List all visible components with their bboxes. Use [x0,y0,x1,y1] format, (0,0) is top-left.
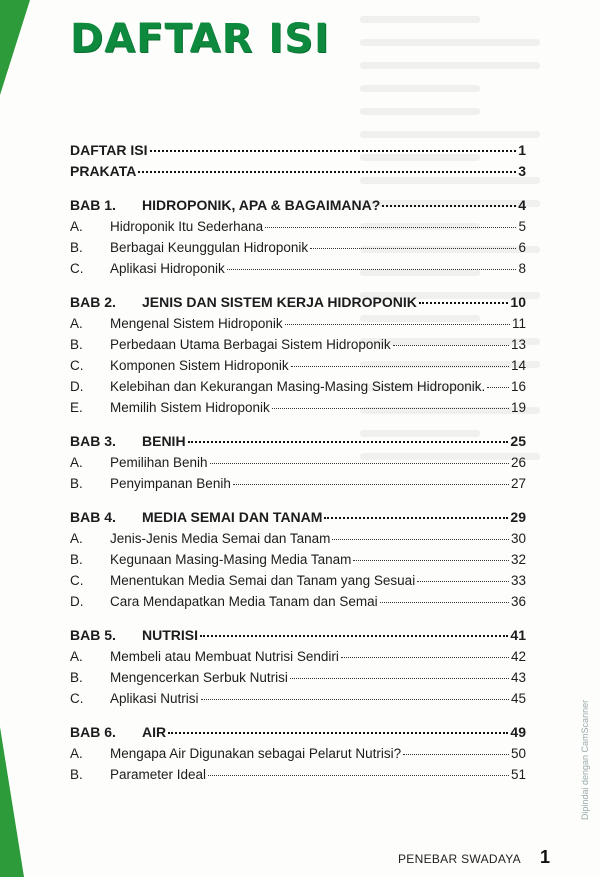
section-entry[interactable] [70,452,526,473]
dot-leader [341,657,509,658]
chapter-entry[interactable] [70,292,526,313]
chapter-number: BAB 6. [70,724,116,740]
section-entry[interactable] [70,528,526,549]
section-entry[interactable] [70,355,526,376]
section-letter: D. [70,594,84,609]
section-title: Hidroponik Itu Sederhana [110,219,264,234]
section-page: 14 [510,358,526,373]
chapter-title: MEDIA SEMAI DAN TANAM [142,509,323,525]
dot-leader [310,248,516,249]
toc-entry[interactable] [70,161,526,182]
chapter-group [70,625,526,709]
dot-leader [150,150,517,152]
chapter-number: BAB 1. [70,197,116,213]
section-entry[interactable] [70,313,526,334]
chapter-title: BENIH [142,433,186,449]
section-letter: A. [70,649,83,664]
section-letter: A. [70,316,83,331]
dot-leader [324,517,508,519]
section-page: 5 [518,219,526,234]
section-title: Jenis-Jenis Media Semai dan Tanam [110,531,331,546]
chapter-group [70,431,526,494]
chapter-number: BAB 5. [70,627,116,643]
section-page: 11 [511,316,526,331]
section-title: Aplikasi Nutrisi [110,691,199,706]
section-letter: B. [70,552,83,567]
section-title: Parameter Ideal [110,767,207,782]
section-title: Perbedaan Utama Berbagai Sistem Hidroponik [110,337,391,352]
toc-entry[interactable] [70,140,526,161]
dot-leader [210,463,509,464]
section-letter: A. [70,531,83,546]
section-entry[interactable] [70,397,526,418]
section-letter: B. [70,337,83,352]
section-entry[interactable] [70,743,526,764]
section-letter: A. [70,219,83,234]
chapter-title: HIDROPONIK, APA & BAGAIMANA? [142,197,381,213]
dot-leader [419,302,509,304]
section-entry[interactable] [70,667,526,688]
dot-leader [332,539,509,540]
section-title: Komponen Sistem Hidroponik [110,358,289,373]
entry-label: PRAKATA [70,163,137,179]
section-title: Penyimpanan Benih [110,476,231,491]
chapter-page: 25 [510,433,526,449]
section-title: Mengapa Air Digunakan sebagai Pelarut Nutrisi? [110,746,402,761]
section-entry[interactable] [70,258,526,279]
chapter-group [70,292,526,418]
section-entry[interactable] [70,376,526,397]
dot-leader [200,635,508,637]
dot-leader [417,581,509,582]
dot-leader [233,484,509,485]
entry-label: DAFTAR ISI [70,142,148,158]
dot-leader [285,324,510,325]
section-title: Pemilihan Benih [110,455,208,470]
section-entry[interactable] [70,549,526,570]
chapter-number: BAB 2. [70,294,116,310]
section-entry[interactable] [70,646,526,667]
chapter-list [70,195,526,785]
section-entry[interactable] [70,688,526,709]
section-letter: C. [70,691,84,706]
section-entry[interactable] [70,570,526,591]
section-letter: D. [70,379,84,394]
section-entry[interactable] [70,473,526,494]
dot-leader [272,408,509,409]
dot-leader [291,366,509,367]
chapter-page: 4 [518,197,526,213]
dot-leader [227,269,517,270]
section-page: 26 [510,455,526,470]
chapter-entry[interactable] [70,722,526,743]
dot-leader [487,387,509,388]
chapter-entry[interactable] [70,195,526,216]
section-letter: C. [70,358,84,373]
chapter-entry[interactable] [70,431,526,452]
chapter-page: 10 [510,294,526,310]
chapter-entry[interactable] [70,507,526,528]
section-entry[interactable] [70,334,526,355]
section-page: 43 [510,670,526,685]
section-page: 19 [510,400,526,415]
section-page: 33 [510,573,526,588]
section-page: 27 [510,476,526,491]
section-title: Membeli atau Membuat Nutrisi Sendiri [110,649,339,664]
section-page: 13 [510,337,526,352]
front-matter [70,140,526,182]
section-title: Memilih Sistem Hidroponik [110,400,270,415]
section-title: Aplikasi Hidroponik [110,261,225,276]
section-page: 36 [510,594,526,609]
dot-leader [290,678,509,679]
section-letter: C. [70,573,84,588]
section-entry[interactable] [70,764,526,785]
section-title: Mengencerkan Serbuk Nutrisi [110,670,288,685]
dot-leader [382,205,516,207]
chapter-title: JENIS DAN SISTEM KERJA HIDROPONIK [142,294,417,310]
page-title: DAFTAR ISI [70,16,330,62]
dot-leader [188,441,509,443]
section-letter: C. [70,261,84,276]
section-page: 42 [510,649,526,664]
dot-leader [265,227,516,228]
chapter-group [70,722,526,785]
dot-leader [138,171,516,173]
corner-decoration-bottom [0,727,24,877]
dot-leader [168,732,508,734]
section-entry[interactable] [70,237,526,258]
section-page: 50 [510,746,526,761]
chapter-title: AIR [142,724,167,740]
section-page: 8 [518,261,526,276]
section-letter: E. [70,400,83,415]
chapter-page: 29 [510,509,526,525]
section-title: Berbagai Keunggulan Hidroponik [110,240,309,255]
dot-leader [353,560,509,561]
entry-page: 1 [518,142,526,158]
dot-leader [201,699,509,700]
section-page: 32 [510,552,526,567]
dot-leader [403,754,509,755]
chapter-entry[interactable] [70,625,526,646]
section-title: Menentukan Media Semai dan Tanam yang Sesuai [110,573,416,588]
chapter-title: NUTRISI [142,627,198,643]
section-letter: A. [70,746,83,761]
section-title: Mengenal Sistem Hidroponik [110,316,283,331]
section-page: 51 [510,767,526,782]
scanner-watermark: Dipindai dengan CamScanner [580,699,590,820]
section-letter: B. [70,240,83,255]
chapter-page: 41 [510,627,526,643]
section-title: Cara Mendapatkan Media Tanam dan Semai [110,594,378,609]
section-title: Kelebihan dan Kekurangan Masing-Masing Sistem Hidroponik. [110,379,486,394]
section-entry[interactable] [70,216,526,237]
footer-publisher: PENEBAR SWADAYA [398,852,521,866]
page-number: 1 [540,847,551,867]
dot-leader [393,345,509,346]
chapter-page: 49 [510,724,526,740]
entry-page: 3 [518,163,526,179]
section-page: 16 [510,379,526,394]
section-entry[interactable] [70,591,526,612]
section-letter: A. [70,455,83,470]
corner-decoration-top [0,0,30,95]
section-letter: B. [70,670,83,685]
chapter-number: BAB 3. [70,433,116,449]
section-letter: B. [70,767,83,782]
chapter-group [70,507,526,612]
dot-leader [208,775,509,776]
section-page: 30 [510,531,526,546]
chapter-group [70,195,526,279]
section-letter: B. [70,476,83,491]
table-of-contents [70,140,526,798]
section-page: 6 [518,240,526,255]
section-title: Kegunaan Masing-Masing Media Tanam [110,552,352,567]
chapter-number: BAB 4. [70,509,116,525]
section-page: 45 [510,691,526,706]
dot-leader [380,602,509,603]
